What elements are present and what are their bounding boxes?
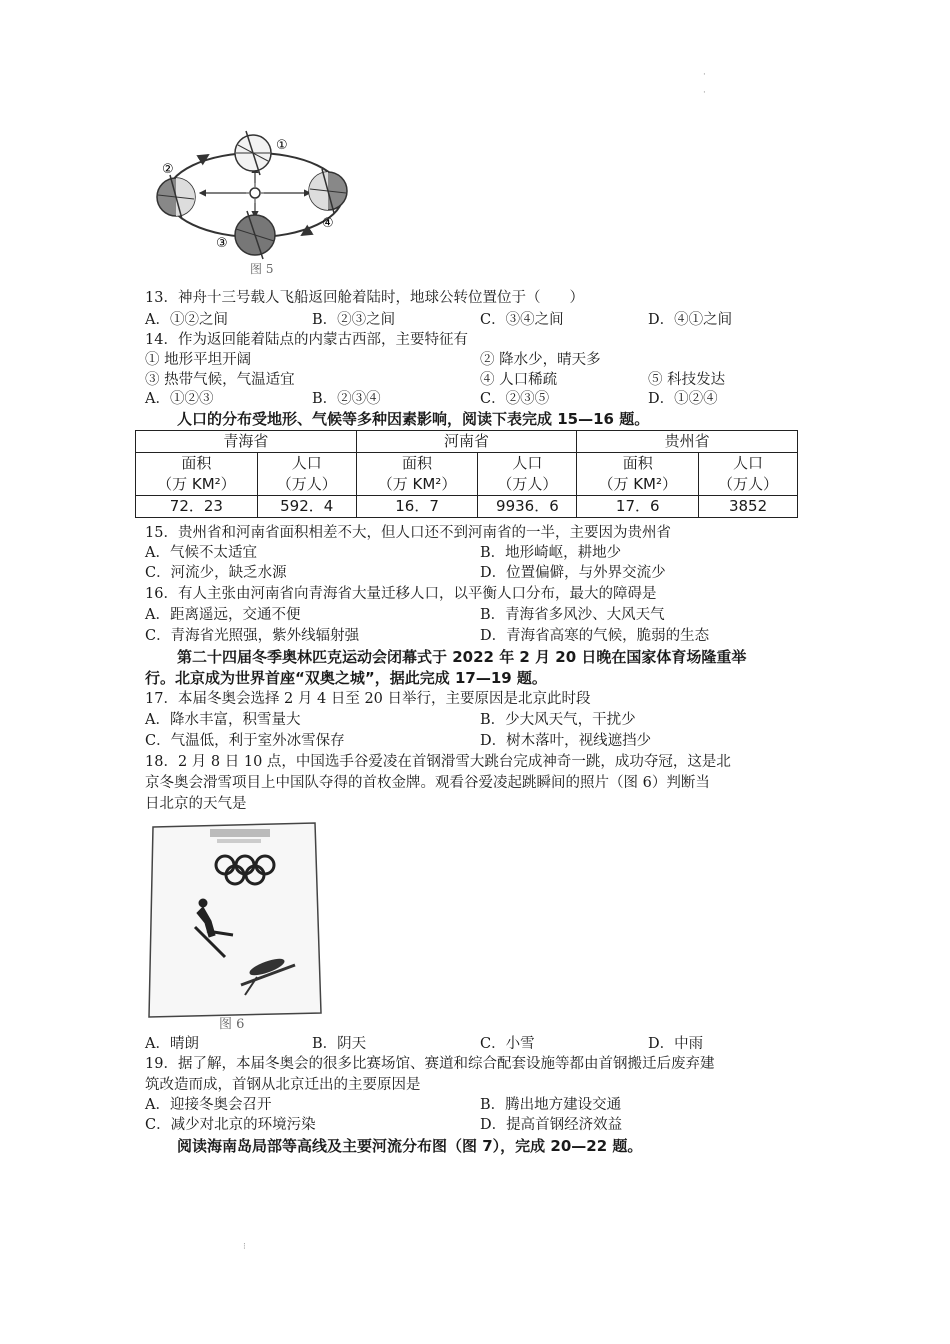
- table-cell: 3852: [699, 496, 798, 518]
- q19-option-b[interactable]: B．腾出地方建设交通: [480, 1097, 622, 1113]
- q14-feature-4: ④ 人口稀疏: [480, 372, 558, 388]
- province-qinghai: 青海省: [136, 431, 357, 453]
- intro-17-19-line1: 第二十四届冬季奥林匹克运动会闭幕式于 2022 年 2 月 20 日晚在国家体育场隆重举: [177, 648, 747, 666]
- q15-option-b[interactable]: B．地形崎岖，耕地少: [480, 545, 622, 561]
- population-header: 人口 （万人）: [257, 453, 356, 496]
- scan-dot: ⁝: [243, 1242, 246, 1252]
- q18-option-c[interactable]: C．小雪: [480, 1036, 535, 1052]
- q13-option-d[interactable]: D．④①之间: [648, 312, 733, 328]
- q19-option-d[interactable]: D．提高首钢经济效益: [480, 1117, 623, 1133]
- q16-option-a[interactable]: A．距离遥远，交通不便: [145, 607, 301, 623]
- q17-option-b[interactable]: B．少大风天气，干扰少: [480, 712, 636, 728]
- q16-option-d[interactable]: D．青海省高寒的气候，脆弱的生态: [480, 628, 710, 644]
- table-cell: 16．7: [356, 496, 478, 518]
- q14-option-a[interactable]: A．①②③: [145, 391, 214, 407]
- question-19-line2: 筑改造而成，首钢从北京迁出的主要原因是: [145, 1077, 421, 1093]
- earth-globe-icon: [309, 169, 347, 213]
- question-18-line3: 日北京的天气是: [145, 796, 247, 812]
- earth-globe-icon: [157, 175, 195, 219]
- question-14-stem: 14．作为返回能着陆点的内蒙古西部，主要特征有: [145, 332, 468, 348]
- q17-option-a[interactable]: A．降水丰富，积雪量大: [145, 712, 301, 728]
- earth-globe-icon: [235, 211, 275, 259]
- table-cell: 17．6: [577, 496, 699, 518]
- figure-6-photo: [145, 817, 330, 1032]
- intro-17-19-line2: 行。北京成为世界首座“双奥之城”，据此完成 17—19 题。: [145, 669, 547, 687]
- q13-option-b[interactable]: B．②③之间: [312, 312, 396, 328]
- figure-5-caption: 图 5: [250, 262, 274, 276]
- intro-15-16: 人口的分布受地形、气候等多种因素影响，阅读下表完成 15—16 题。: [177, 410, 650, 428]
- q18-option-d[interactable]: D．中雨: [648, 1036, 704, 1052]
- q15-option-d[interactable]: D．位置偏僻，与外界交流少: [480, 565, 666, 581]
- question-19-line1: 19．据了解，本届冬奥会的很多比赛场馆、赛道和综合配套设施等都由首钢搬迁后废弃建: [145, 1056, 715, 1072]
- table-subheader-row: [136, 453, 798, 496]
- orbit-diagram-svg: [150, 125, 365, 280]
- q14-feature-1: ① 地形平坦开阔: [145, 352, 252, 368]
- population-header: 人口 （万人）: [699, 453, 798, 496]
- position-label-3: ③: [216, 236, 228, 251]
- scan-dot: ·: [703, 70, 706, 80]
- q17-option-d[interactable]: D．树木落叶，视线遮挡少: [480, 733, 652, 749]
- province-guizhou: 贵州省: [577, 431, 798, 453]
- area-header: 面积 （万 KM²）: [577, 453, 699, 496]
- q14-feature-5: ⑤ 科技发达: [648, 372, 726, 388]
- table-header-row: [136, 431, 798, 453]
- q16-option-c[interactable]: C．青海省光照强，紫外线辐射强: [145, 628, 360, 644]
- sun-icon: [245, 183, 265, 203]
- q13-option-a[interactable]: A．①②之间: [145, 312, 228, 328]
- table-cell: 9936．6: [478, 496, 577, 518]
- question-18-line1: 18．2 月 8 日 10 点，中国选手谷爱凌在首钢滑雪大跳台完成神奇一跳，成功夺冠，这是北: [145, 754, 731, 770]
- q14-option-b[interactable]: B．②③④: [312, 391, 381, 407]
- area-header: 面积 （万 KM²）: [136, 453, 258, 496]
- q14-feature-3: ③ 热带气候，气温适宜: [145, 372, 295, 388]
- question-13-stem: 13．神舟十三号载人飞船返回舱着陆时，地球公转位置位于（ ）: [145, 290, 584, 306]
- position-label-1: ①: [276, 138, 288, 153]
- table-cell: 72．23: [136, 496, 258, 518]
- area-header: 面积 （万 KM²）: [356, 453, 478, 496]
- earth-globe-icon: [235, 131, 271, 175]
- q16-option-b[interactable]: B．青海省多风沙、大风天气: [480, 607, 665, 623]
- q13-option-c[interactable]: C．③④之间: [480, 312, 564, 328]
- q19-option-c[interactable]: C．减少对北京的环境污染: [145, 1117, 316, 1133]
- question-16-stem: 16．有人主张由河南省向青海省大量迁移人口，以平衡人口分布，最大的障碍是: [145, 586, 657, 602]
- q15-option-c[interactable]: C．河流少，缺乏水源: [145, 565, 287, 581]
- intro-20-22: 阅读海南岛局部等高线及主要河流分布图（图 7），完成 20—22 题。: [177, 1137, 643, 1155]
- figure-6-caption: 图 6: [219, 1017, 245, 1032]
- figure-5-orbit-diagram: [150, 125, 365, 280]
- population-table: [135, 430, 798, 518]
- q14-feature-2: ② 降水少，晴天多: [480, 352, 601, 368]
- q18-option-b[interactable]: B．阴天: [312, 1036, 367, 1052]
- question-18-line2: 京冬奥会滑雪项目上中国队夺得的首枚金牌。观看谷爱凌起跳瞬间的照片（图 6）判断当: [145, 775, 710, 791]
- q19-option-a[interactable]: A．迎接冬奥会召开: [145, 1097, 272, 1113]
- q14-option-c[interactable]: C．②③⑤: [480, 391, 550, 407]
- q17-option-c[interactable]: C．气温低，利于室外冰雪保存: [145, 733, 345, 749]
- table-row: [136, 496, 798, 518]
- population-header: 人口 （万人）: [478, 453, 577, 496]
- position-label-2: ②: [162, 162, 174, 177]
- q14-option-d[interactable]: D．①②④: [648, 391, 718, 407]
- q18-option-a[interactable]: A．晴朗: [145, 1036, 199, 1052]
- scan-dot: ·: [703, 88, 706, 98]
- question-15-stem: 15．贵州省和河南省面积相差不大，但人口还不到河南省的一半，主要因为贵州省: [145, 525, 671, 541]
- table-cell: 592．4: [257, 496, 356, 518]
- question-17-stem: 17．本届冬奥会选择 2 月 4 日至 20 日举行，主要原因是北京此时段: [145, 691, 591, 707]
- position-label-4: ④: [322, 216, 334, 231]
- q15-option-a[interactable]: A．气候不太适宜: [145, 545, 257, 561]
- ski-jump-photo: [145, 817, 330, 1032]
- province-henan: 河南省: [356, 431, 577, 453]
